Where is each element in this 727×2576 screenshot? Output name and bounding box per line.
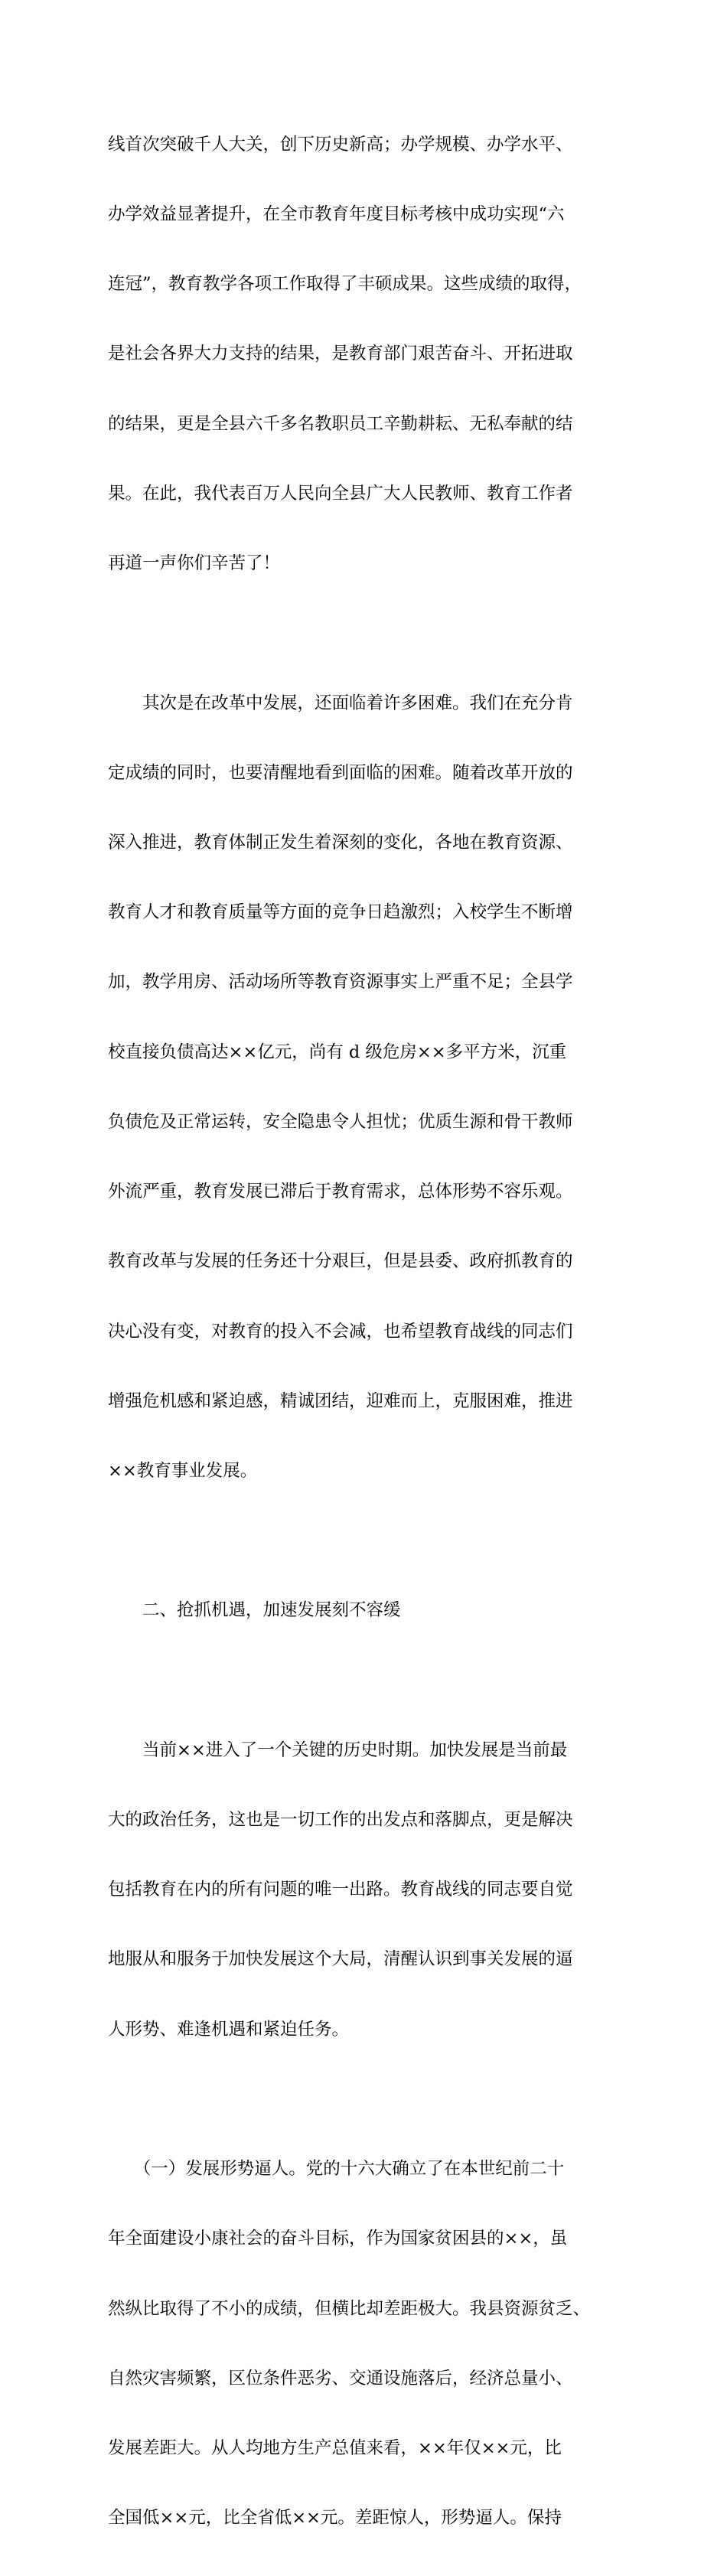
text-line: ××教育事业发展。 [108,1460,258,1481]
text-line: 教育人才和教育质量等方面的竞争日趋激烈；入校学生不断增 [108,902,573,923]
text-line: 定成绩的同时，也要清醒地看到面临的困难。随着改革开放的 [108,762,573,783]
text-line: 是社会各界大力支持的结果，是教育部门艰苦奋斗、开拓进取 [108,344,573,364]
text-line: 其次是在改革中发展，还面临着许多困难。我们在充分肯 [108,693,573,713]
paragraph-current-period [108,1692,627,2088]
text-line: 教育改革与发展的任务还十分艰巨，但是县委、政府抓教育的 [108,1251,573,1272]
paragraph-gap [108,2088,627,2111]
text-line: 线首次突破千人大关，创下历史新高；办学规模、办学水平、 [108,134,573,155]
section-heading [108,1553,627,1669]
text-line: 办学效益显著提升，在全市教育年度目标考核中成功实现“六 [108,204,565,225]
text-line: 年全面建设小康社会的奋斗目标，作为国家贫困县的××，虽 [108,2229,568,2249]
paragraph-difficulties [108,645,627,1529]
text-line: 包括教育在内的所有问题的唯一出路。教育战线的同志要自觉 [108,1880,573,1900]
text-line: 增强危机感和紧迫感，精诚团结，迎难而上，克服困难，推进 [108,1391,573,1411]
text-line: 再道一声你们辛苦了！ [108,553,281,574]
text-line: 全国低××元，比全省低××元。差距惊人，形势逼人。保持 [108,2508,562,2529]
text-line: 地服从和服务于加快发展这个大局，清醒认识到事关发展的逼 [108,1949,573,1970]
text-line: （一）发展形势逼人。党的十六大确立了在本世纪前二十 [108,2159,565,2180]
text-line: 加，教学用房、活动场所等教育资源事实上严重不足；全县学 [108,972,573,993]
text-line: 大的政治任务，这也是一切工作的出发点和落脚点，更是解决 [108,1810,573,1831]
text-line: 决心没有变，对教育的投入不会减，也希望教育战线的同志们 [108,1321,573,1342]
text-line: 当前××进入了一个关键的历史时期。加快发展是当前最 [108,1740,568,1760]
text-line: 负债危及正常运转，安全隐患令人担忧；优质生源和骨干教师 [108,1111,573,1132]
text-line: 发展差距大。从人均地方生产总值来看，××年仅××元，比 [108,2437,562,2458]
text-line: 然纵比取得了不小的成绩，但横比却差距极大。我县资源贫乏、 [108,2298,591,2319]
text-line: 自然灾害频繁，区位条件恶劣、交通设施落后，经济总量小、 [108,2368,573,2389]
text-line: 果。在此，我代表百万人民向全县广大人民教师、教育工作者 [108,483,573,504]
text-line: 人形势、难逢机遇和紧迫任务。 [108,2019,350,2040]
paragraph-gap [108,1669,627,1692]
text-line: 连冠”，教育教学各项工作取得了丰硕成果。这些成绩的取得， [108,274,582,295]
document-page [108,86,627,2576]
paragraph-gap [108,621,627,644]
paragraph-achievements [108,86,627,621]
text-line: 外流严重，教育发展已滞后于教育需求，总体形势不容乐观。 [108,1182,573,1202]
paragraph-situation [108,2111,627,2576]
heading-line: 二、抢抓机遇，加速发展刻不容缓 [108,1600,401,1621]
text-line: 深入推进，教育体制正发生着深刻的变化，各地在教育资源、 [108,832,573,853]
text-line: 的结果，更是全县六千多名教职员工辛勤耕耘、无私奉献的结 [108,413,573,434]
paragraph-gap [108,1529,627,1552]
text-line: 校直接负债高达××亿元，尚有 d 级危房××多平方米，沉重 [108,1042,567,1062]
